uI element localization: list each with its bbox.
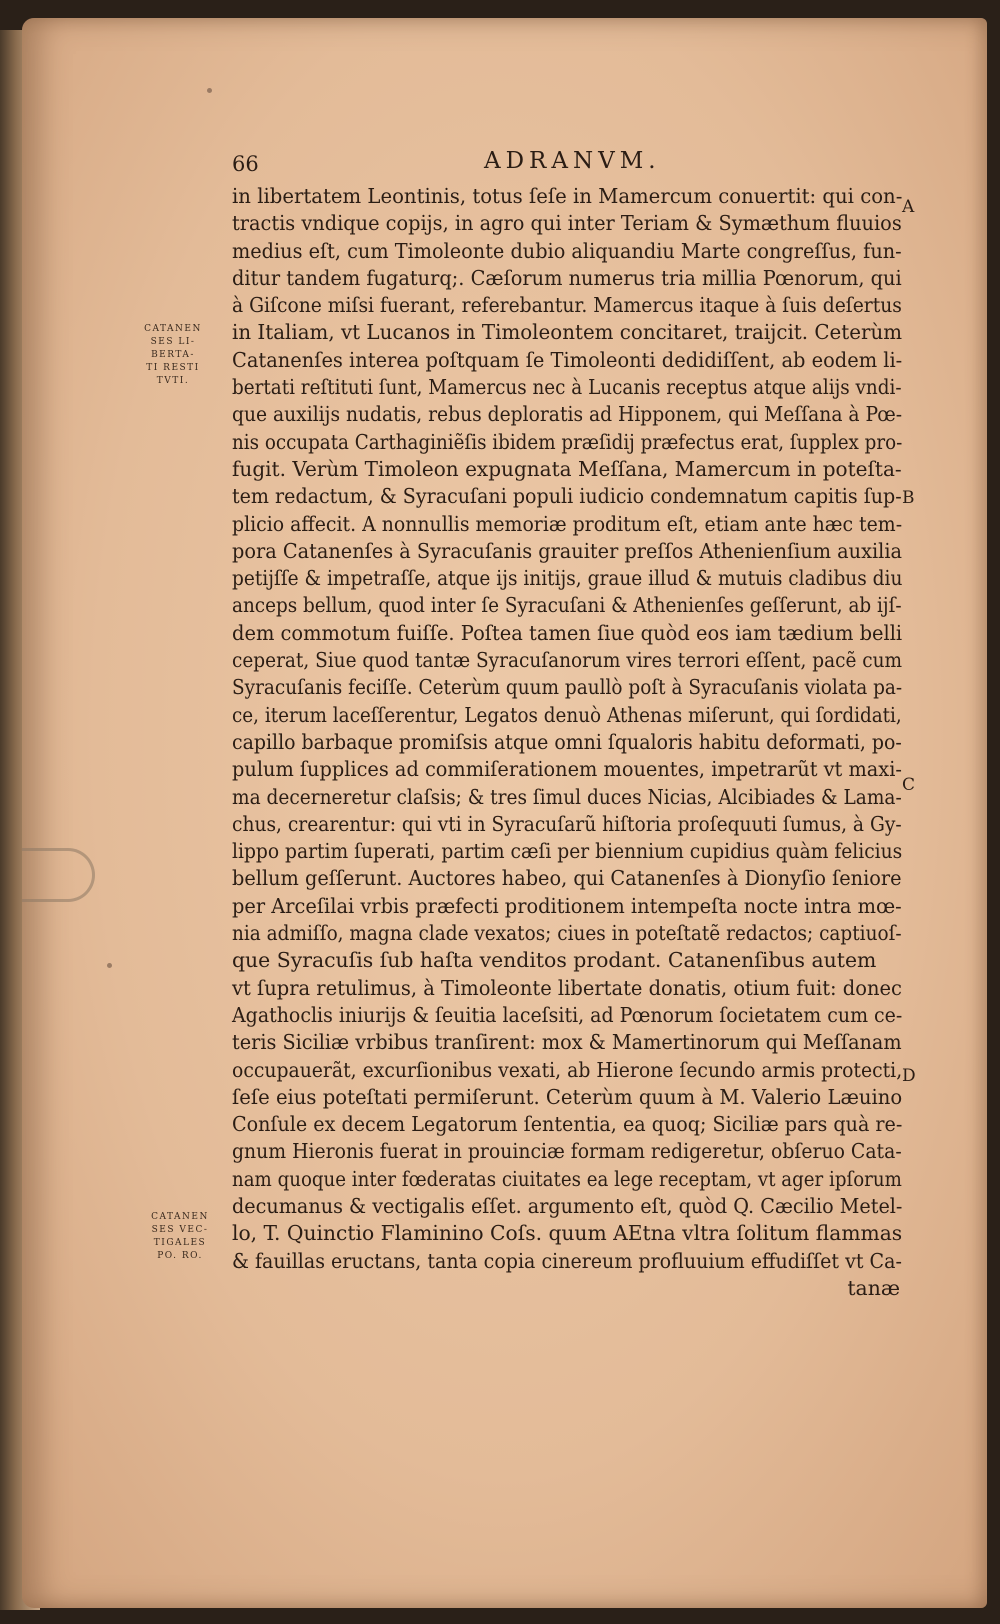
text-line: Catanenſes interea poſtquam ſe Timoleonti dedidiſſent, ab eodem li- — [232, 347, 903, 372]
stain-dot — [207, 88, 212, 93]
text-line: tem redactum, & Syracuſani populi iudicio condemnatum capitis ſup- — [232, 484, 902, 509]
marginal-note-catanenses-liberati — [133, 323, 213, 388]
text-line: dem commotum fuiſſe. Poſtea tamen ſiue quòd eos iam tædium belli — [232, 620, 903, 645]
text-line: ſeſe eius poteſtati permiſerunt. Ceterùm quum à M. Valerio Læuino — [232, 1084, 903, 1109]
text-line: lippo partim ſuperati, partim cæſi per biennium cupidius quàm felicius — [232, 839, 903, 864]
text-line: tractis vndique copijs, in agro qui inter Teriam & Symæthum fluuios — [232, 211, 902, 236]
clasp-ring — [22, 848, 95, 902]
marginal-note-line: CATANEN — [144, 324, 202, 334]
text-line: que Syracuſis ſub haſta venditos prodant. Catanenſibus autem — [232, 948, 877, 973]
page-number: 66 — [232, 152, 259, 176]
text-line: nam quoque inter fœderatas ciuitates ea lege receptam, vt ager ipſorum — [232, 1166, 902, 1191]
marginal-note-line: TIGALES — [153, 1238, 207, 1248]
text-line: lo, T. Quinctio Flaminino Coſs. quum AEtna vltra ſolitum flammas — [232, 1221, 903, 1246]
text-line: Conſule ex decem Legatorum ſententia, ea quoq; Siciliæ pars quà re- — [232, 1112, 903, 1137]
text-line: & fauillas eructans, tanta copia cinereum profluuium effudiſſet vt Ca- — [232, 1248, 902, 1273]
marginal-note-line: SES VEC- — [151, 1225, 209, 1235]
text-line: ceperat, Siue quod tantæ Syracuſanorum vires terrori eſſent, pacẽ cum — [232, 648, 903, 673]
text-line: per Arceſilai vrbis præfecti proditionem intempeſta nocte intra mœ- — [232, 893, 902, 918]
text-line: Agathoclis iniurijs & ſeuitia laceſsiti, ad Pœnorum ſocietatem cum ce- — [232, 1002, 903, 1027]
text-line: bertati reſtituti ſunt, Mamercus nec à Lucanis receptus atque alijs vndi- — [232, 375, 902, 400]
text-line: ma decerneretur claſsis; & tres ſimul duces Nicias, Alcibiades & Lama- — [232, 784, 902, 809]
text-line: capillo barbaque promiſsis atque omni ſqualoris habitu deformati, po- — [232, 729, 902, 754]
marginal-note-line: CATANEN — [151, 1212, 209, 1222]
text-line: in libertatem Leontinis, totus ſeſe in Mamercum conuertit: qui con- — [232, 184, 903, 208]
marginal-note-line: SES LI- — [150, 337, 196, 347]
text-line: teris Siciliæ vrbibus tranſirent: mox & Mamertinorum qui Meſſanam — [232, 1030, 902, 1055]
marginal-note-line: TI RESTI — [146, 363, 200, 373]
page-header — [232, 148, 932, 178]
text-line: chus, crearentur: qui vti in Syracuſarũ hiſtoria proſequuti ſumus, à Gy- — [232, 811, 902, 836]
text-line: vt ſupra retulimus, à Timoleonte libertate donatis, otium fuit: donec — [232, 975, 902, 1000]
text-line: gnum Hieronis fuerat in prouinciæ formam redigeretur, obſeruo Cata- — [232, 1139, 902, 1164]
margin-letter-b: B — [902, 488, 915, 508]
margin-letter-a: A — [902, 197, 915, 217]
catchword: tanæ — [847, 1275, 900, 1300]
text-line: bellum geſſerunt. Auctores habeo, qui Catanenſes à Dionyſio ſeniore — [232, 866, 902, 891]
marginal-note-line: BERTA- — [151, 350, 195, 360]
margin-letter-d: D — [902, 1066, 916, 1086]
text-line: petijſſe & impetraſſe, atque ijs initijs, graue illud & mutuis cladibus diu — [232, 566, 903, 591]
text-line: à Giſcone miſsi fuerant, referebantur. Mamercus itaque à ſuis deſertus — [232, 293, 902, 318]
text-line: in Italiam, vt Lucanos in Timoleontem concitaret, traijcit. Ceterùm — [232, 320, 903, 345]
text-line: ditur tandem fugaturq;. Cæſorum numerus tria millia Pœnorum, qui — [232, 265, 902, 290]
text-line: pora Catanenſes à Syracuſanis grauiter preſſos Athenienſium auxilia — [232, 538, 903, 563]
text-line: occupauerãt, excurſionibus vexati, ab Hierone ſecundo armis protecti, — [232, 1057, 903, 1082]
margin-letter-c: C — [902, 775, 916, 795]
text-line: nis occupata Carthaginiẽſis ibidem præſidij præfectus erat, ſupplex pro- — [232, 429, 903, 454]
text-line: ce, iterum laceſſerentur, Legatos denuò Athenas miſerunt, qui ſordidati, — [232, 702, 902, 727]
body-text — [232, 183, 902, 1302]
stain-dot — [107, 963, 112, 968]
running-title: ADRANVM. — [484, 148, 661, 174]
text-line: plicio affecit. A nonnullis memoriæ proditum eſt, etiam ante hæc tem- — [232, 511, 903, 536]
text-line: decumanus & vectigalis eſſet. argumento eſt, quòd Q. Cæcilio Metel- — [232, 1193, 903, 1218]
text-line: anceps bellum, quod inter ſe Syracuſani & Athenienſes geſſerunt, ab ijſ- — [232, 593, 902, 618]
text-line: fugit. Verùm Timoleon expugnata Meſſana, Mamercum in poteſta- — [232, 456, 902, 481]
marginal-note-catanenses-vectigales — [140, 1211, 220, 1263]
text-line: pulum ſupplices ad commiſerationem mouentes, impetrarũt vt maxi- — [232, 757, 902, 782]
text-line: Syracuſanis feciſſe. Ceterùm quum paullò poſt à Syracuſanis violata pa- — [232, 675, 903, 700]
marginal-note-line: PO. RO. — [157, 1251, 203, 1261]
text-line: nia admiſſo, magna clade vexatos; ciues in poteſtatẽ redactos; captiuoſ- — [232, 921, 902, 946]
text-line: medius eſt, cum Timoleonte dubio aliquandiu Marte congreſſus, fun- — [232, 238, 902, 263]
marginal-note-line: TVTI. — [156, 376, 190, 386]
text-line: que auxilijs nudatis, rebus deploratis ad Hipponem, qui Meſſana à Pœ- — [232, 402, 903, 427]
